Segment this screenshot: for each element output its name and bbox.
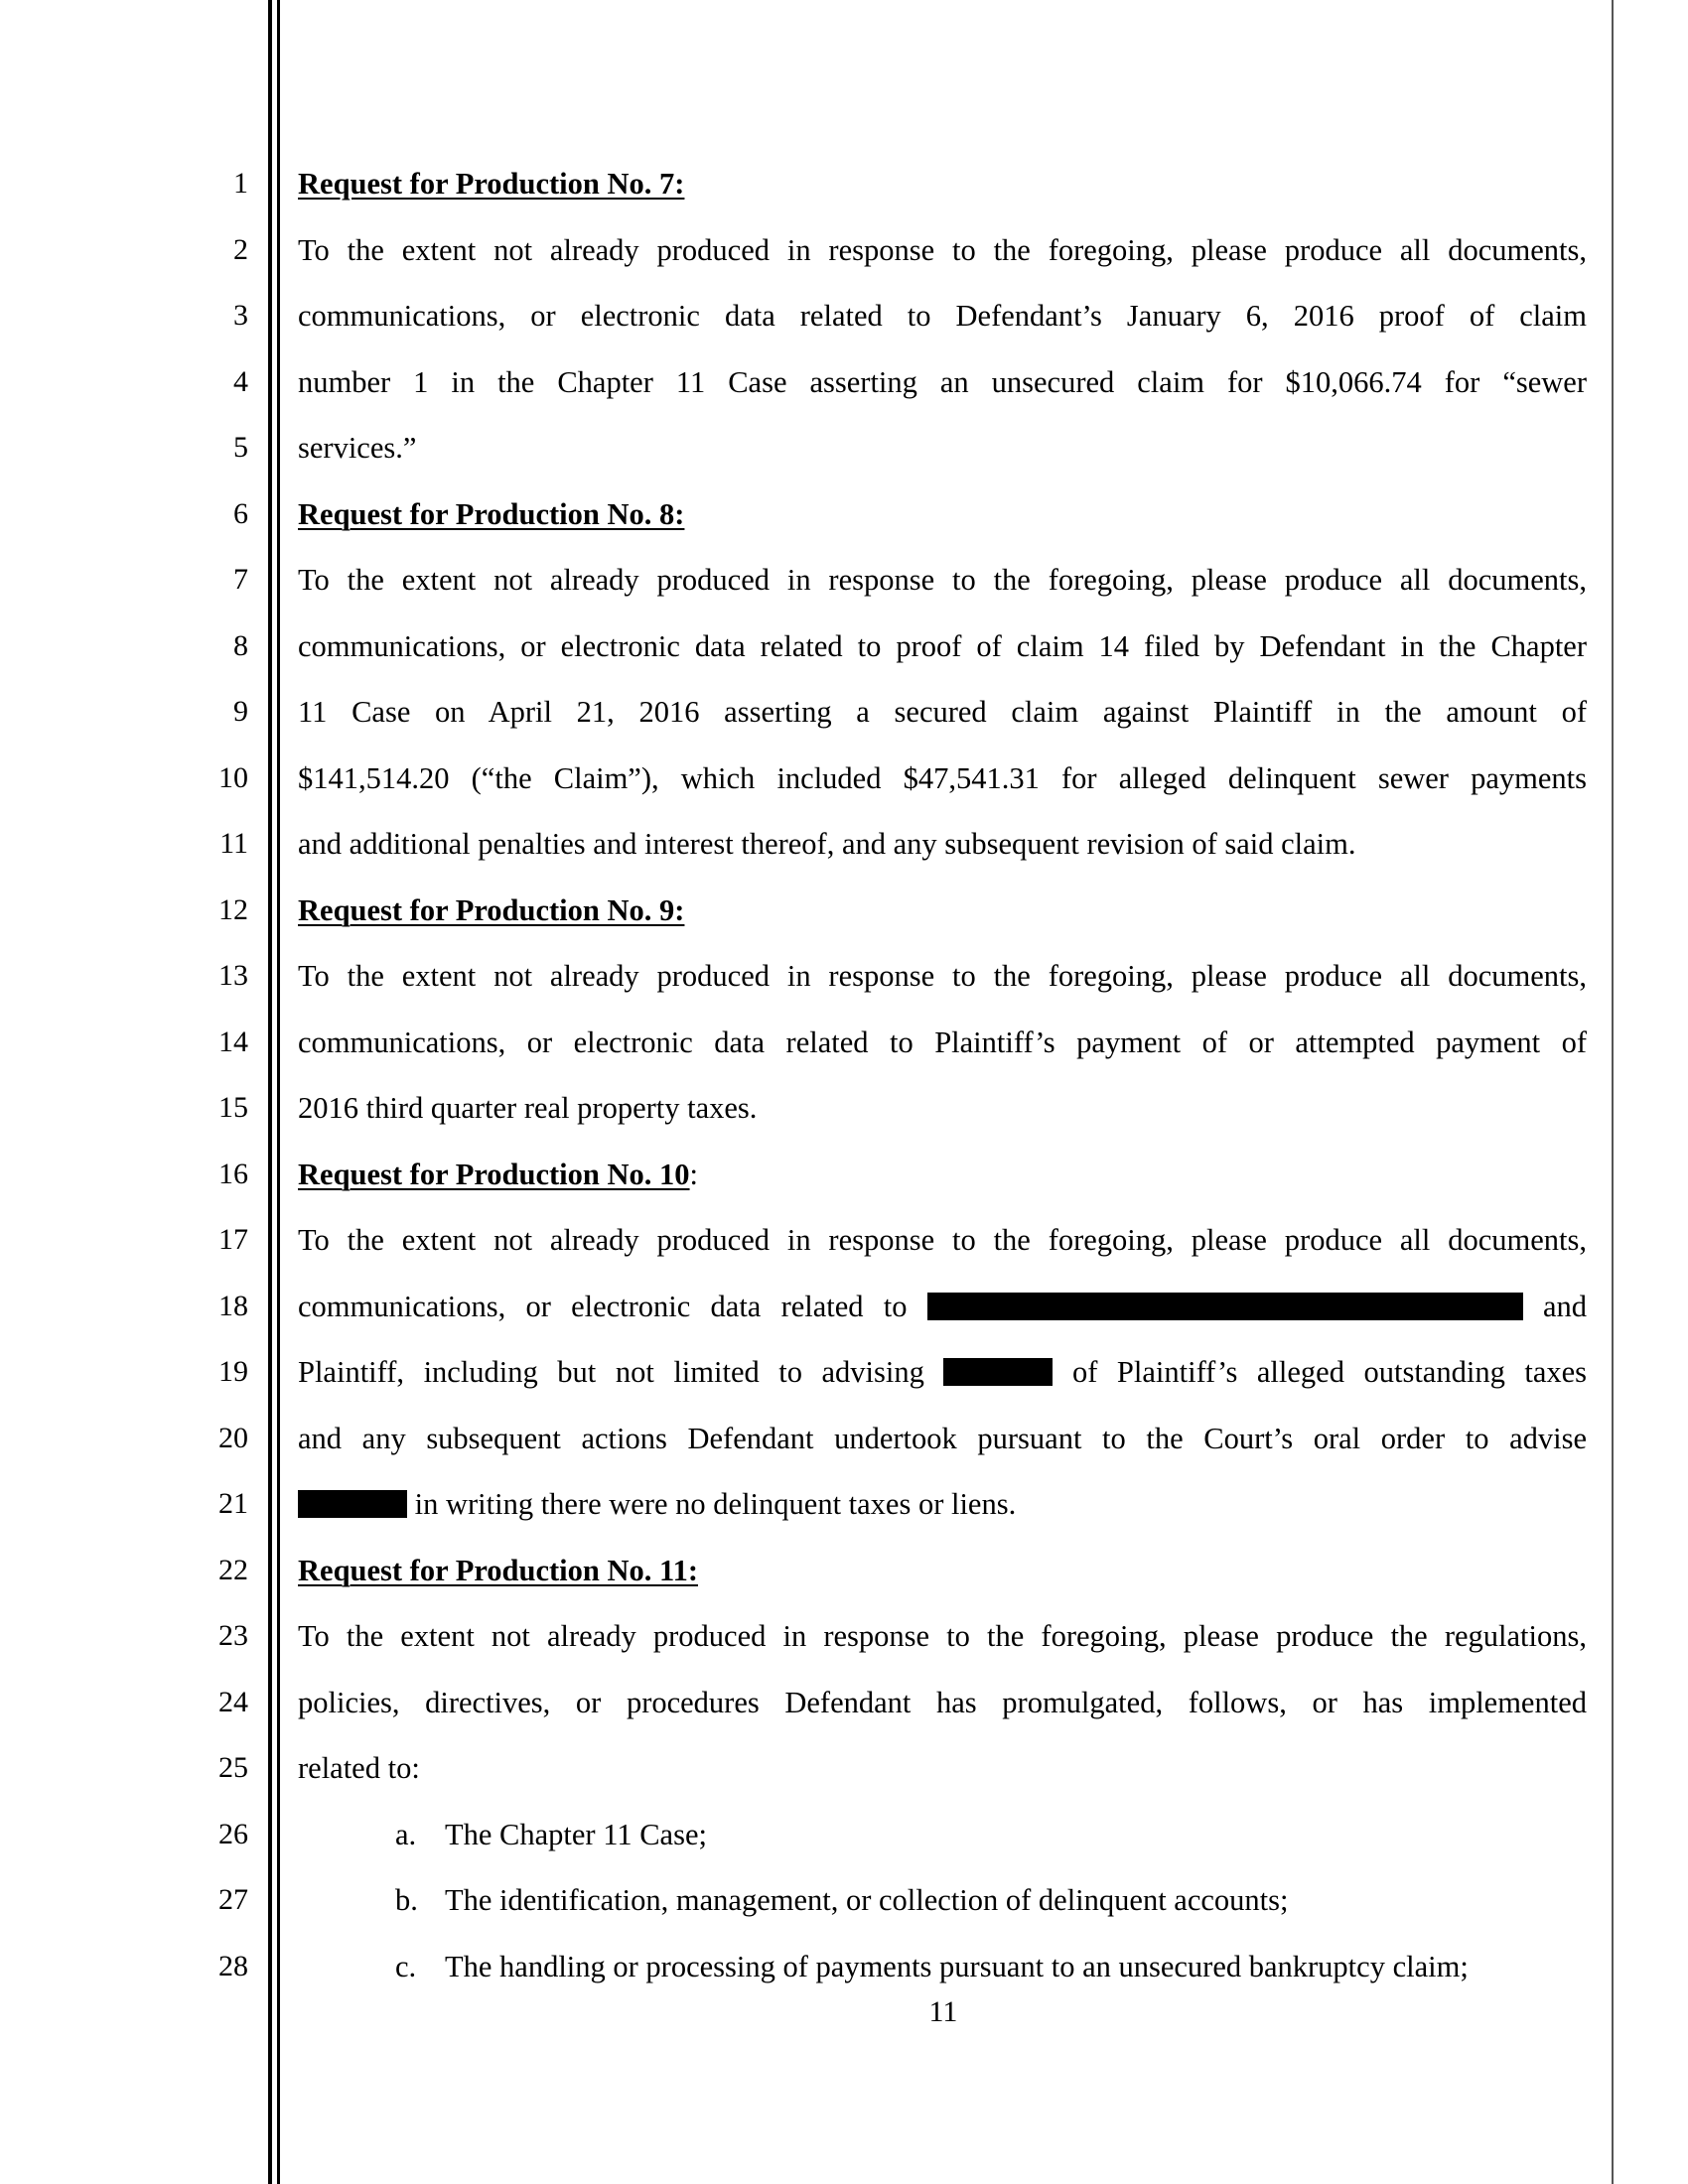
rfp7-text-line: services.” bbox=[298, 431, 417, 465]
line-number: 11 bbox=[219, 827, 248, 860]
line-number: 15 bbox=[218, 1091, 248, 1124]
line-number: 17 bbox=[218, 1223, 248, 1256]
rfp9-text-line: communications, or electronic data related to Plaintiff’s payment of or attempted payment of bbox=[298, 1024, 1587, 1059]
list-marker: c. bbox=[395, 1949, 417, 1983]
rfp11-text-line: policies, directives, or procedures Defendant has promulgated, follows, or has implemented bbox=[298, 1685, 1587, 1719]
line-number: 2 bbox=[233, 232, 248, 266]
rfp9-heading: Request for Production No. 9: bbox=[298, 892, 685, 927]
list-item bbox=[298, 1934, 1587, 2000]
rfp11-heading-line bbox=[298, 1538, 1587, 1604]
rfp8-text-line: $141,514.20 (“the Claim”), which included $47,541.31 for alleged delinquent sewer payments bbox=[298, 760, 1587, 795]
line-number: 14 bbox=[218, 1024, 248, 1058]
pleading-line-numbers bbox=[179, 151, 248, 1999]
rfp10-text-line bbox=[298, 1274, 1587, 1340]
line-number: 26 bbox=[218, 1817, 248, 1850]
rfp10-text-fragment: and bbox=[1542, 1289, 1587, 1323]
document-body bbox=[298, 151, 1587, 1999]
right-margin-rule bbox=[1612, 0, 1614, 2184]
rfp7-text-line: communications, or electronic data related to Defendant’s January 6, 2016 proof of claim bbox=[298, 299, 1587, 333]
line-number: 21 bbox=[218, 1487, 248, 1520]
line-number: 13 bbox=[218, 959, 248, 992]
redaction-box bbox=[927, 1293, 1523, 1320]
line-number: 7 bbox=[233, 563, 248, 596]
line-number: 28 bbox=[218, 1949, 248, 1982]
rfp10-text-line bbox=[298, 1471, 1587, 1538]
rfp10-heading-colon: : bbox=[689, 1157, 699, 1191]
rfp9-text-line: 2016 third quarter real property taxes. bbox=[298, 1091, 758, 1125]
line-number: 9 bbox=[233, 695, 248, 728]
line-number: 6 bbox=[233, 496, 248, 530]
rfp7-heading-line bbox=[298, 151, 1587, 217]
left-margin-double-rule-inner bbox=[277, 0, 280, 2184]
rfp7-text-line: To the extent not already produced in response to the foregoing, please produce all documents, bbox=[298, 232, 1587, 267]
list-marker: a. bbox=[395, 1817, 417, 1851]
rfp10-text-line bbox=[298, 1339, 1587, 1406]
rfp8-text-line: To the extent not already produced in response to the foregoing, please produce all documents, bbox=[298, 563, 1587, 597]
line-number: 1 bbox=[233, 167, 248, 200]
rfp8-text-line: communications, or electronic data related to proof of claim 14 filed by Defendant in the Chapter bbox=[298, 628, 1587, 663]
list-item-text: The identification, management, or collection of delinquent accounts; bbox=[445, 1883, 1289, 1917]
line-number: 24 bbox=[218, 1685, 248, 1718]
rfp8-heading-line bbox=[298, 481, 1587, 548]
line-number: 20 bbox=[218, 1421, 248, 1454]
rfp9-heading-line bbox=[298, 878, 1587, 944]
rfp9-text-line: To the extent not already produced in response to the foregoing, please produce all documents, bbox=[298, 959, 1587, 993]
line-number: 3 bbox=[233, 299, 248, 332]
rfp10-text-fragment: of Plaintiff’s alleged outstanding taxes bbox=[1071, 1355, 1587, 1389]
left-margin-double-rule-outer bbox=[268, 0, 272, 2184]
page-number: 11 bbox=[928, 1995, 958, 2028]
rfp8-heading: Request for Production No. 8: bbox=[298, 496, 685, 531]
line-number: 25 bbox=[218, 1751, 248, 1784]
rfp10-heading-line bbox=[298, 1142, 1587, 1208]
line-number: 8 bbox=[233, 628, 248, 662]
line-number: 16 bbox=[218, 1157, 248, 1190]
list-marker: b. bbox=[395, 1883, 418, 1917]
rfp10-text-fragment: Plaintiff, including but not limited to advising bbox=[298, 1355, 924, 1389]
line-number: 22 bbox=[218, 1553, 248, 1586]
rfp10-heading: Request for Production No. 10 bbox=[298, 1157, 690, 1191]
line-number: 12 bbox=[218, 892, 248, 926]
list-item-text: The handling or processing of payments pursuant to an unsecured bankruptcy claim; bbox=[445, 1949, 1469, 1983]
rfp8-text-line: 11 Case on April 21, 2016 asserting a secured claim against Plaintiff in the amount of bbox=[298, 695, 1587, 729]
rfp10-text-line: To the extent not already produced in response to the foregoing, please produce all documents, bbox=[298, 1223, 1587, 1257]
rfp11-text-line: related to: bbox=[298, 1751, 420, 1785]
line-number: 27 bbox=[218, 1883, 248, 1916]
line-number: 5 bbox=[233, 431, 248, 464]
redaction-box bbox=[943, 1358, 1053, 1386]
rfp11-text-line: To the extent not already produced in response to the foregoing, please produce the regulations, bbox=[298, 1619, 1587, 1653]
rfp8-text-line: and additional penalties and interest thereof, and any subsequent revision of said claim. bbox=[298, 827, 1356, 861]
rfp11-heading: Request for Production No. 11: bbox=[298, 1553, 698, 1587]
line-number: 4 bbox=[233, 364, 248, 398]
rfp10-text-fragment: communications, or electronic data related to bbox=[298, 1289, 908, 1323]
line-number: 19 bbox=[218, 1355, 248, 1388]
rfp10-text-fragment: in writing there were no delinquent taxes or liens. bbox=[414, 1487, 1017, 1521]
list-item-text: The Chapter 11 Case; bbox=[445, 1817, 707, 1851]
list-item bbox=[298, 1802, 1587, 1868]
list-item bbox=[298, 1867, 1587, 1934]
rfp7-heading: Request for Production No. 7: bbox=[298, 167, 685, 201]
rfp10-text-line: and any subsequent actions Defendant undertook pursuant to the Court’s oral order to advise bbox=[298, 1421, 1587, 1455]
redaction-box bbox=[298, 1490, 407, 1518]
line-number: 10 bbox=[218, 760, 248, 794]
line-number: 18 bbox=[218, 1289, 248, 1322]
rfp7-text-line: number 1 in the Chapter 11 Case asserting an unsecured claim for $10,066.74 for “sewer bbox=[298, 364, 1587, 399]
line-number: 23 bbox=[218, 1619, 248, 1652]
